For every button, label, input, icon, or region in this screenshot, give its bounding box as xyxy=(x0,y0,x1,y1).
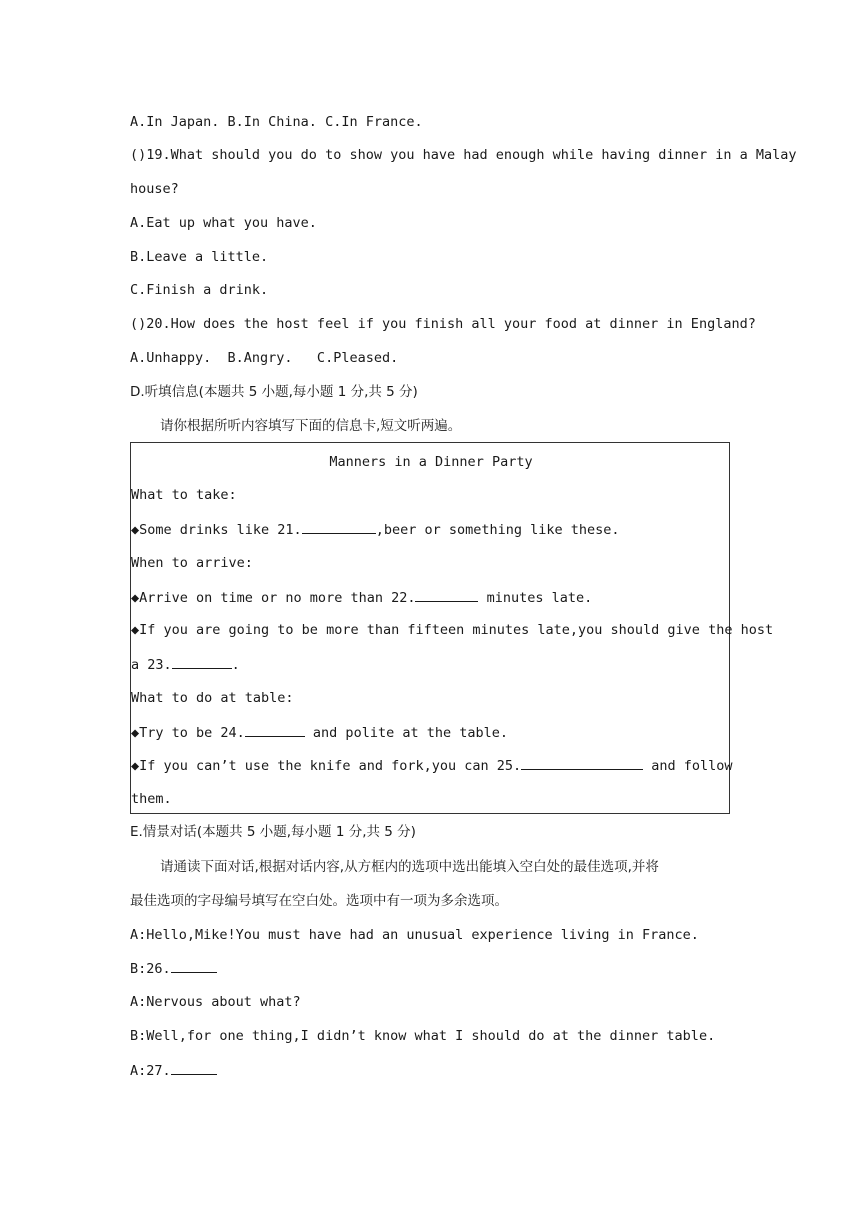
item-21-text: ◆Some drinks like 21. xyxy=(131,522,302,538)
dialogue-line-2 xyxy=(130,958,217,979)
what-to-take-label: What to take: xyxy=(131,487,237,503)
dialogue-line-5-text: A:27. xyxy=(130,1063,171,1079)
item-25-line2: them. xyxy=(131,791,172,807)
section-e-instruction-line1: 请通读下面对话,根据对话内容,从方框内的选项中选出能填入空白处的最佳选项,并将 xyxy=(160,859,659,875)
item-23-line2 xyxy=(131,654,240,675)
what-to-do-label: What to do at table: xyxy=(131,690,294,706)
item-23-text-end: . xyxy=(231,657,240,673)
item-22-text-end: minutes late. xyxy=(478,590,593,606)
q19-option-b: B.Leave a little. xyxy=(130,249,269,265)
q20-options: A.Unhappy. B.Angry. C.Pleased. xyxy=(130,350,399,366)
info-card xyxy=(130,442,774,814)
item-22-text: ◆Arrive on time or no more than 22. xyxy=(131,590,416,606)
item-22 xyxy=(131,587,592,608)
answer-blank-27[interactable] xyxy=(171,1060,217,1075)
info-card-title: Manners in a Dinner Party xyxy=(329,454,533,470)
dialogue-line-3: A:Nervous about what? xyxy=(130,994,301,1010)
q18-options: A.In Japan. B.In China. C.In France. xyxy=(130,114,423,130)
dialogue-line-1: A:Hello,Mike!You must have had an unusual experience living in France. xyxy=(130,927,699,943)
q19-option-a: A.Eat up what you have. xyxy=(130,215,317,231)
section-e-instruction-line2: 最佳选项的字母编号填写在空白处。选项中有一项为多余选项。 xyxy=(130,893,508,909)
dialogue-line-4: B:Well,for one thing,I didn’t know what I should do at the dinner table. xyxy=(130,1028,716,1044)
answer-blank-25[interactable] xyxy=(521,755,643,770)
item-23-text: a 23. xyxy=(131,657,172,673)
q19-option-c: C.Finish a drink. xyxy=(130,282,269,298)
item-21 xyxy=(131,519,620,540)
section-d-instruction: 请你根据所听内容填写下面的信息卡,短文听两遍。 xyxy=(160,418,462,434)
item-25-text-end: and follow xyxy=(643,758,733,774)
answer-blank-21[interactable] xyxy=(302,519,376,534)
q19-question-line2: house? xyxy=(130,181,179,197)
q19-question-line1: ()19.What should you do to show you have had enough while having dinner in a Malay xyxy=(130,147,797,163)
item-24-text-end: and polite at the table. xyxy=(304,725,508,741)
item-25-line1 xyxy=(131,755,733,776)
section-d-heading: D.听填信息(本题共 5 小题,每小题 1 分,共 5 分) xyxy=(130,384,418,400)
item-25-text: ◆If you can’t use the knife and fork,you can 25. xyxy=(131,758,522,774)
section-e-heading: E.情景对话(本题共 5 小题,每小题 1 分,共 5 分) xyxy=(130,824,416,840)
dialogue-line-2-text: B:26. xyxy=(130,961,171,977)
answer-blank-23[interactable] xyxy=(172,654,232,669)
item-23-line1: ◆If you are going to be more than fifteen minutes late,you should give the host xyxy=(131,622,774,638)
dialogue-line-5 xyxy=(130,1060,217,1081)
item-24-text: ◆Try to be 24. xyxy=(131,725,245,741)
q20-question: ()20.How does the host feel if you finish all your food at dinner in England? xyxy=(130,316,756,332)
when-to-arrive-label: When to arrive: xyxy=(131,555,253,571)
item-24 xyxy=(131,722,508,743)
answer-blank-22[interactable] xyxy=(415,587,478,602)
answer-blank-26[interactable] xyxy=(171,958,217,973)
item-21-text-end: ,beer or something like these. xyxy=(375,522,620,538)
answer-blank-24[interactable] xyxy=(245,722,305,737)
